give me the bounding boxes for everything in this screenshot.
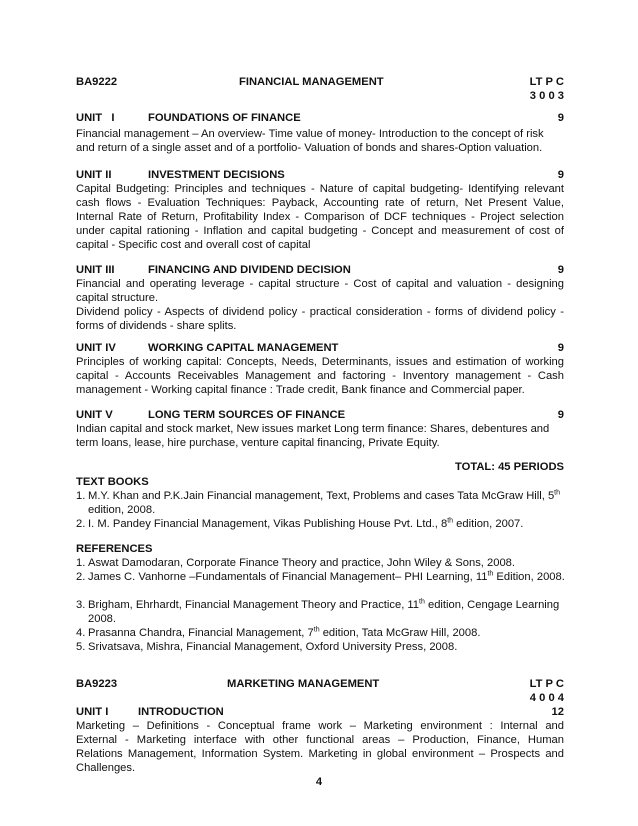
- reference-item: [76, 556, 566, 570]
- paragraph-line: Principles of working capital: Concepts, Needs, Determinants, issues and estimation of working: [76, 356, 564, 368]
- reference-item: [76, 598, 566, 626]
- paragraph-line: External - Marketing interface with other functional areas – Production, Finance, Human: [76, 734, 564, 746]
- unit-hours: 9: [557, 264, 564, 276]
- paragraph-line: Relations Management, Information System. Marketing in global environment – Prospects and: [76, 748, 564, 760]
- unit-label: UNIT IV: [76, 342, 116, 354]
- paragraph-line: capital - Specific cost and overall cost of capital: [76, 239, 311, 251]
- item-number: 4.: [76, 627, 86, 639]
- ltpc-label: LT P C: [529, 76, 564, 88]
- item-text-tail: edition, 2007.: [453, 518, 524, 530]
- item-superscript: th: [419, 598, 425, 606]
- reference-item: [76, 570, 566, 584]
- references-heading: REFERENCES: [76, 543, 153, 555]
- item-text: [88, 626, 566, 640]
- unit-hours: 9: [557, 409, 564, 421]
- item-number: 1.: [76, 557, 86, 569]
- paragraph-line: Capital Budgeting: Principles and techniques - Nature of capital budgeting- Identifying relevant: [76, 183, 564, 195]
- item-text: [88, 517, 566, 531]
- paragraph-line: Financial management – An overview- Time value of money- Introduction to the concept of risk: [76, 128, 544, 140]
- paragraph-line: cash flows - Evaluation Techniques: Payback, Accounting rate of return, Net Present Value,: [76, 197, 564, 209]
- unit-hours: 9: [557, 342, 564, 354]
- paragraph-line: forms of dividends - share splits.: [76, 320, 237, 332]
- paragraph-line: and return of a single asset and of a portfolio- Valuation of bonds and shares-Option valuation.: [76, 142, 543, 154]
- item-text: Srivatsava, Mishra, Financial Management, Oxford University Press, 2008.: [88, 641, 458, 653]
- paragraph-line: Dividend policy - Aspects of dividend policy - practical consideration - forms of dividend policy -: [76, 306, 564, 318]
- course-title: MARKETING MANAGEMENT: [227, 678, 380, 690]
- paragraph-line: term loans, lease, hire purchase, venture capital financing, Private Equity.: [76, 437, 440, 449]
- paragraph-line: under capital rationing - Inflation and capital budgeting - Concept and measurement of cost of: [76, 225, 564, 237]
- unit-title: INVESTMENT DECISIONS: [148, 169, 285, 181]
- paragraph-line: capital - Accounts Receivables Management and factoring - Inventory management - Cash: [76, 370, 564, 382]
- course-code: BA9222: [76, 76, 118, 88]
- unit-title: LONG TERM SOURCES OF FINANCE: [148, 409, 346, 421]
- ltpc-values: 4 0 0 4: [529, 692, 564, 704]
- paragraph-line: management - Working capital finance : Trade credit, Bank finance and Commercial paper.: [76, 384, 525, 396]
- paragraph-line: Marketing – Definitions - Conceptual frame work – Marketing environment : Internal and: [76, 720, 564, 732]
- unit-hours: 9: [557, 169, 564, 181]
- text-book-item: [76, 517, 566, 531]
- paragraph-line: Financial and operating leverage - capital structure - Cost of capital and valuation - designing: [76, 278, 564, 290]
- course-code: BA9223: [76, 678, 118, 690]
- unit-hours: 12: [551, 706, 564, 718]
- item-superscript: th: [447, 517, 454, 525]
- page-number: 4: [315, 776, 323, 788]
- item-number: 5.: [76, 641, 86, 653]
- item-number: 1.: [76, 490, 86, 502]
- item-text: [88, 489, 566, 517]
- reference-item: [76, 626, 566, 640]
- unit-label: UNIT I: [76, 112, 115, 124]
- item-text: [88, 570, 566, 584]
- reference-item: [76, 640, 566, 654]
- item-text-main: Brigham, Ehrhardt, Financial Management Theory and Practice, 11: [88, 599, 420, 611]
- item-number: 2.: [76, 518, 86, 530]
- unit-title: FINANCING AND DIVIDEND DECISION: [148, 264, 351, 276]
- unit-label: UNIT II: [76, 169, 112, 181]
- item-superscript: th: [313, 626, 320, 634]
- ltpc-values: 3 0 0 3: [529, 90, 564, 102]
- unit-hours: 9: [557, 112, 564, 124]
- item-superscript: th: [554, 489, 561, 497]
- unit-title: FOUNDATIONS OF FINANCE: [148, 112, 301, 124]
- item-number: 2.: [76, 571, 86, 583]
- item-superscript: th: [487, 570, 494, 578]
- item-text-main: Prasanna Chandra, Financial Management, 7: [88, 627, 314, 639]
- item-text: Aswat Damodaran, Corporate Finance Theory and practice, John Wiley & Sons, 2008.: [88, 557, 516, 569]
- course-title: FINANCIAL MANAGEMENT: [239, 76, 384, 88]
- total-periods: TOTAL: 45 PERIODS: [455, 461, 564, 473]
- paragraph-line: Indian capital and stock market, New issues market Long term finance: Shares, debentures and: [76, 423, 550, 435]
- ltpc-label: LT P C: [529, 678, 564, 690]
- unit-label: UNIT III: [76, 264, 115, 276]
- item-text: [88, 598, 566, 626]
- item-text-tail: edition, Cengage Learning 2008.: [88, 599, 560, 625]
- item-text-main: I. M. Pandey Financial Management, Vikas Publishing House Pvt. Ltd., 8: [88, 518, 448, 530]
- item-text-tail: edition, Tata McGraw Hill, 2008.: [319, 627, 481, 639]
- item-text-main: M.Y. Khan and P.K.Jain Financial management, Text, Problems and cases Tata McGraw Hill, 5: [88, 490, 555, 502]
- text-book-item: [76, 489, 566, 517]
- unit-title: INTRODUCTION: [138, 706, 224, 718]
- item-text-tail: edition, 2008.: [88, 504, 156, 516]
- text-books-heading: TEXT BOOKS: [76, 476, 149, 488]
- unit-label: UNIT I: [76, 706, 109, 718]
- item-text-main: James C. Vanhorne –Fundamentals of Financial Management– PHI Learning, 11: [88, 571, 488, 583]
- paragraph-line: Internal Rate of Return, Profitability Index - Comparison of DCF techniques - Project selection: [76, 211, 564, 223]
- paragraph-line: capital structure.: [76, 292, 159, 304]
- unit-label: UNIT V: [76, 409, 113, 421]
- paragraph-line: Challenges.: [76, 762, 136, 774]
- item-number: 3.: [76, 599, 86, 611]
- unit-title: WORKING CAPITAL MANAGEMENT: [148, 342, 339, 354]
- item-text-tail: Edition, 2008.: [493, 571, 565, 583]
